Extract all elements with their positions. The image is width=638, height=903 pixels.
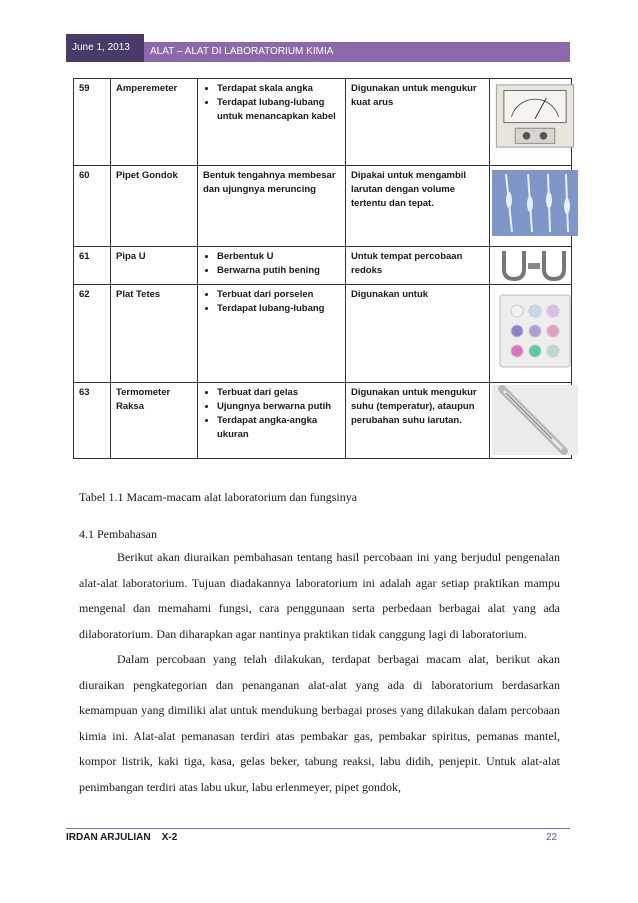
paragraph: Berikut akan diuraikan pembahasan tentang hasil percobaan ini yang berjudul pengenalan alat-alat laboratorium. Tujuan diadakannya laboratorium ini adalah agar setiap praktikan mampu mengenal dan memahami fungsi, cara penggunaan serta perbedaan berbagai alat yang ada dilaboratorium. Dan diharapkan agar nantinya praktikan tidak canggung lagi di laboratorium. — [79, 550, 560, 641]
feature-item: • Berbentuk U — [217, 250, 340, 264]
tool-use: Digunakan untuk — [346, 285, 490, 383]
section-heading: 4.1 Pembahasan — [79, 527, 157, 541]
tool-use: Untuk tempat percobaan redoks — [346, 247, 490, 285]
thermometer-image — [490, 383, 572, 459]
row-number: 63 — [74, 383, 111, 459]
ammeter-image — [490, 79, 572, 166]
tool-name: Termometer Raksa — [111, 383, 198, 459]
feature-item: • Terbuat dari porselen — [217, 288, 340, 302]
page-number: 22 — [546, 832, 558, 843]
table-row — [74, 247, 572, 285]
tool-use: Digunakan untuk mengukur suhu (temperatur), ataupun perubahan suhu larutan. — [346, 383, 490, 459]
table-row — [74, 79, 572, 166]
body-text — [79, 545, 560, 800]
footer-author: IRDAN ARJULIAN X-2 — [66, 832, 178, 843]
table-caption: Tabel 1.1 Macam-macam alat laboratorium dan fungsinya — [79, 490, 358, 504]
tool-name: Amperemeter — [111, 79, 198, 166]
feature-item: • Terdapat lubang-lubang untuk menancapkan kabel — [217, 96, 340, 124]
row-number: 60 — [74, 166, 111, 247]
tool-use: Dipakai untuk mengambil larutan dengan volume tertentu dan tepat. — [346, 166, 490, 247]
tool-name: Pipet Gondok — [111, 166, 198, 247]
row-number: 61 — [74, 247, 111, 285]
tool-features — [198, 285, 346, 383]
tool-features — [198, 79, 346, 166]
row-number: 59 — [74, 79, 111, 166]
feature-item: • Berwarna putih bening — [217, 264, 340, 278]
feature-item: • Terdapat lubang-lubang — [217, 302, 340, 316]
volumetric-pipette-image — [490, 166, 572, 247]
footer-divider — [66, 828, 570, 829]
table-row — [74, 383, 572, 459]
feature-item: • Terdapat angka-angka ukuran — [217, 414, 340, 442]
table-row — [74, 166, 572, 247]
u-tube-image — [490, 247, 572, 285]
header-date: June 1, 2013 — [66, 34, 144, 62]
feature-item: • Terdapat skala angka — [217, 82, 340, 96]
feature-item: • Ujungnya berwarna putih — [217, 400, 340, 414]
tool-features: Bentuk tengahnya membesar dan ujungnya meruncing — [198, 166, 346, 247]
tool-use: Digunakan untuk mengukur kuat arus — [346, 79, 490, 166]
header-title: ALAT – ALAT DI LABORATORIUM KIMIA — [144, 42, 570, 62]
row-number: 62 — [74, 285, 111, 383]
tool-name: Pipa U — [111, 247, 198, 285]
paragraph: Dalam percobaan yang telah dilakukan, terdapat berbagai macam alat, berikut akan diuraikan pengkategorian dan penanganan alat-alat yang ada di laboratorium berdasarkan kemampuan yang dimiliki alat untuk mendukung berbagai proses yang dilakukan dalam percobaan kimia ini. Alat-alat pemanasan terdiri atas pembakar gas, pembakar spiritus, pemanas mantel, kompor listrik, kaki tiga, kasa, gelas beker, tabung reaksi, labu didih, penjepit. Untuk alat-alat penimbangan terdiri atas labu ukur, labu erlenmeyer, pipet gondok, — [79, 652, 560, 794]
tool-name: Plat Tetes — [111, 285, 198, 383]
table-row — [74, 285, 572, 383]
feature-item: • Terbuat dari gelas — [217, 386, 340, 400]
spot-plate-image — [490, 285, 572, 383]
tool-features — [198, 247, 346, 285]
tool-features — [198, 383, 346, 459]
equipment-table — [73, 78, 572, 459]
